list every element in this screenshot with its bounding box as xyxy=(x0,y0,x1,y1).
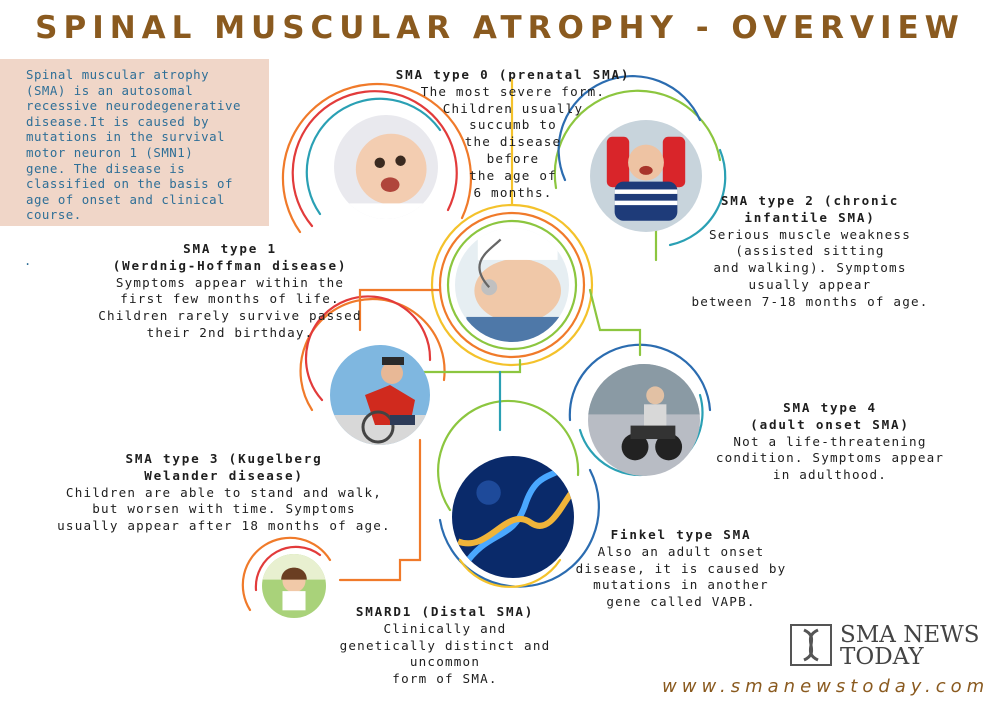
adult-wheelchair-photo xyxy=(588,364,700,476)
type0-block xyxy=(390,67,636,201)
smard1-line: Clinically and xyxy=(383,620,507,636)
type0-line: The most severe form. xyxy=(420,83,606,99)
type2-line: usually appear xyxy=(748,276,872,292)
girl-photo xyxy=(262,554,326,618)
intro-line: classified on the basis of xyxy=(26,176,233,192)
stray-dot: . xyxy=(24,254,32,268)
smard1-line: uncommon xyxy=(409,654,481,670)
type1-heading: (Werdnig-Hoffman disease) xyxy=(112,257,348,273)
finkel-heading: Finkel type SMA xyxy=(610,527,752,542)
type3-line: usually appear after 18 months of age. xyxy=(57,518,391,534)
smard1-line: form of SMA. xyxy=(392,671,498,687)
finkel-line: mutations in another xyxy=(593,577,769,593)
logo-text-line1: SMA NEWS xyxy=(840,622,980,648)
type1-line: first few months of life. xyxy=(120,291,340,307)
finkel-line: gene called VAPB. xyxy=(606,594,756,610)
type4-line: Not a life-threatening xyxy=(733,433,927,449)
logo-text-line2: TODAY xyxy=(840,644,924,670)
intro-line: Spinal muscular atrophy xyxy=(26,67,210,82)
type0-line: the age of xyxy=(469,167,557,183)
type2-line: (assisted sitting xyxy=(735,243,885,259)
type3-heading: Welander disease) xyxy=(144,467,304,483)
type1-heading: SMA type 1 xyxy=(183,241,277,256)
pregnancy-photo xyxy=(455,228,569,342)
type4-line: condition. Symptoms appear xyxy=(715,450,945,466)
finkel-block xyxy=(566,527,796,611)
intro-line: age of onset and clinical xyxy=(26,191,225,207)
finkel-line: Also an adult onset xyxy=(597,543,765,559)
smard1-block xyxy=(334,604,556,688)
type3-line: but worsen with time. Symptoms xyxy=(92,501,356,517)
type0-line: before xyxy=(486,150,540,166)
intro-line: mutations in the survival xyxy=(26,129,225,145)
dna-logo-icon xyxy=(790,624,832,666)
connector-mid xyxy=(420,360,520,372)
type0-heading: SMA type 0 (prenatal SMA) xyxy=(395,67,631,82)
type4-block xyxy=(702,400,958,484)
intro-line: gene. The disease is xyxy=(26,160,186,176)
type0-line: succumb to xyxy=(469,117,557,133)
intro-line: course. xyxy=(26,207,82,223)
man-wheelchair-photo xyxy=(330,345,430,445)
dna-photo xyxy=(452,456,574,578)
type4-line: in adulthood. xyxy=(772,467,888,483)
page-title: SPINAL MUSCULAR ATROPHY - OVERVIEW xyxy=(35,10,965,46)
sma-news-today-logo xyxy=(790,624,980,670)
intro-line: disease.It is caused by xyxy=(26,113,210,129)
intro-line: recessive neurodegenerative xyxy=(26,98,241,114)
intro-line: (SMA) is an autosomal xyxy=(26,82,194,98)
type2-line: and walking). Symptoms xyxy=(713,260,907,276)
type3-block xyxy=(44,451,404,535)
type2-line: Serious muscle weakness xyxy=(709,226,911,242)
smard1-heading: SMARD1 (Distal SMA) xyxy=(355,604,535,619)
type0-line: Children usually xyxy=(442,100,584,116)
type3-line: Children are able to stand and walk, xyxy=(65,484,383,500)
type3-heading: SMA type 3 (Kugelberg xyxy=(125,451,323,466)
type0-line: 6 months. xyxy=(473,184,553,200)
finkel-line: disease, it is caused by xyxy=(575,560,787,576)
website-url: www.smanewstoday.com xyxy=(662,676,990,697)
smard1-line: genetically distinct and xyxy=(339,637,551,653)
type4-heading: SMA type 4 xyxy=(783,400,877,415)
type2-line: between 7-18 months of age. xyxy=(691,293,929,309)
type1-line: their 2nd birthday. xyxy=(146,324,314,340)
type0-line: the disease xyxy=(464,134,562,150)
intro-line: motor neuron 1 (SMN1) xyxy=(26,144,194,160)
type1-line: Symptoms appear within the xyxy=(115,274,345,290)
type1-line: Children rarely survive passed xyxy=(98,308,362,324)
type1-block xyxy=(86,241,374,342)
type2-block xyxy=(678,193,942,311)
type2-heading: SMA type 2 (chronic xyxy=(720,193,900,208)
type4-heading: (adult onset SMA) xyxy=(750,416,910,432)
type2-heading: infantile SMA) xyxy=(744,209,876,225)
